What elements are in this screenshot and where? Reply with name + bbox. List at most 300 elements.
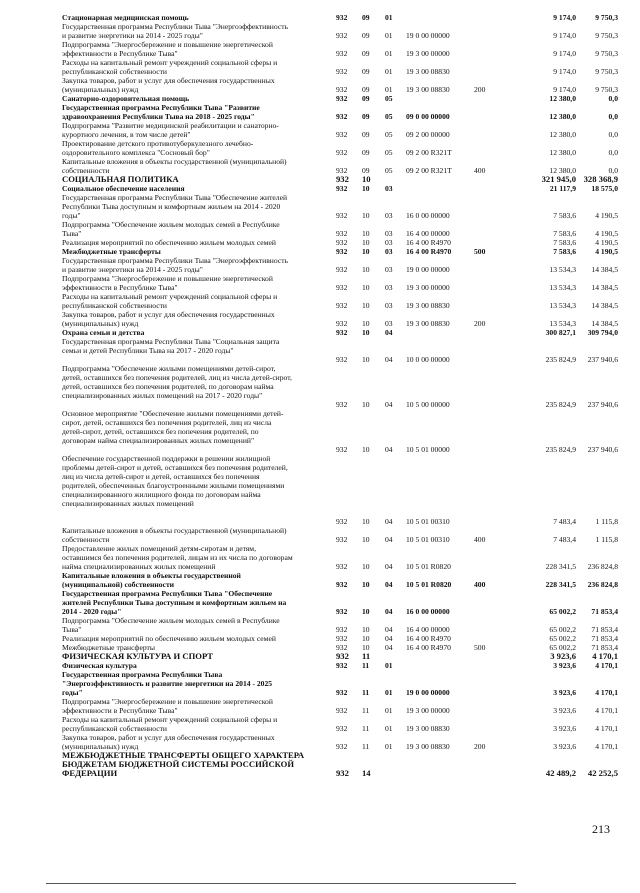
row-sum-2019: 7 583,6	[553, 229, 576, 238]
row-cs: 16 4 00 R4970	[406, 247, 452, 256]
table-row	[0, 616, 640, 634]
row-sum-2020: 1 115,8	[595, 517, 618, 526]
row-sum-2019: 13 534,3	[549, 265, 576, 274]
row-sum-2019: 13 534,3	[549, 301, 576, 310]
row-grbs: 932	[336, 148, 348, 157]
row-podrazdel: 04	[385, 580, 393, 589]
row-podrazdel: 03	[385, 238, 393, 247]
row-sum-2019: 7 483,4	[553, 517, 576, 526]
table-row	[0, 715, 640, 733]
row-sum-2019: 12 380,0	[549, 94, 576, 103]
row-cs: 19 3 00 08830	[406, 724, 450, 733]
table-row	[0, 40, 640, 58]
row-vr: 400	[474, 580, 486, 589]
row-sum-2020: 9 750,3	[595, 85, 618, 94]
table-row	[0, 238, 640, 247]
row-sum-2020: 4 190,5	[595, 211, 618, 220]
row-podrazdel: 01	[385, 661, 393, 670]
row-name: Закупка товаров, работ и услуг для обеспечения государственных (муниципальных) нужд	[62, 310, 275, 328]
row-name: Расходы на капитальный ремонт учреждений социальной сферы и республиканской собственности	[62, 58, 278, 76]
table-row	[0, 157, 640, 175]
row-razdel: 10	[362, 247, 370, 256]
row-podrazdel: 03	[385, 301, 393, 310]
row-sum-2020: 1 115,8	[595, 535, 618, 544]
row-podrazdel: 05	[385, 94, 393, 103]
row-grbs: 932	[336, 768, 349, 778]
table-row	[0, 697, 640, 715]
row-name: Закупка товаров, работ и услуг для обеспечения государственных (муниципальных) нужд	[62, 76, 275, 94]
row-grbs: 932	[336, 445, 348, 454]
row-razdel: 10	[362, 184, 370, 193]
row-name: Реализация мероприятий по обеспечению жильем молодых семей	[62, 238, 276, 247]
row-name: Реализация мероприятий по обеспечению жильем молодых семей	[62, 634, 276, 643]
row-cs: 16 0 00 00000	[406, 211, 450, 220]
row-name: Санаторно-оздоровительная помощь	[62, 94, 190, 103]
row-razdel: 09	[362, 94, 370, 103]
bottom-rule	[46, 883, 516, 884]
row-razdel: 09	[362, 85, 370, 94]
row-grbs: 932	[336, 319, 348, 328]
row-razdel: 10	[362, 301, 370, 310]
row-name: Государственная программа Республики Тыва "Энергоэффективность и развитие энергетики на 2014 - 2025 годы"	[62, 670, 273, 697]
row-cs: 19 3 00 08830	[406, 85, 450, 94]
row-sum-2020: 18 575,0	[591, 184, 618, 193]
table-row	[0, 292, 640, 310]
row-razdel: 09	[362, 67, 370, 76]
row-sum-2019: 235 824,9	[545, 400, 576, 409]
row-grbs: 932	[336, 283, 348, 292]
row-sum-2019: 42 489,2	[545, 768, 576, 778]
row-razdel: 10	[362, 535, 370, 544]
row-razdel: 10	[362, 445, 370, 454]
row-name: Стационарная медицинская помощь	[62, 13, 189, 22]
row-name: Государственная программа Республики Тыва "Энергоэффективность и развитие энергетики на 2014 - 2025 годы"	[62, 22, 288, 40]
row-name: Предоставление жилых помещений детям-сиротам и детям, оставшимся без попечения родителей, лицам из их числа по договорам найма специализированных жилых помещений	[62, 544, 293, 571]
row-cs: 16 4 00 R4970	[406, 643, 451, 652]
row-sum-2019: 3 923,6	[553, 706, 576, 715]
row-sum-2019: 9 174,0	[553, 49, 576, 58]
table-row	[0, 328, 640, 337]
table-row	[0, 337, 640, 364]
row-name: Подпрограмма "Энергосбережение и повышение энергетической эффективности в Республике Тыва"	[62, 274, 273, 292]
row-razdel: 10	[362, 319, 370, 328]
row-sum-2019: 65 002,2	[549, 607, 576, 616]
table-row	[0, 310, 640, 328]
row-podrazdel: 04	[385, 625, 393, 634]
row-cs: 19 3 00 00000	[406, 49, 450, 58]
row-sum-2019: 65 002,2	[549, 643, 576, 652]
row-razdel: 10	[362, 580, 370, 589]
row-sum-2020: 0,0	[608, 112, 618, 121]
table-row	[0, 526, 640, 544]
row-vr: 200	[474, 319, 486, 328]
row-name: Расходы на капитальный ремонт учреждений социальной сферы и республиканской собственности	[62, 715, 278, 733]
row-podrazdel: 01	[385, 706, 393, 715]
row-razdel: 10	[362, 229, 370, 238]
row-podrazdel: 05	[385, 148, 393, 157]
row-cs: 10 5 00 00000	[406, 400, 450, 409]
row-cs: 19 3 00 08830	[406, 742, 450, 751]
row-razdel: 11	[362, 651, 371, 661]
table-row	[0, 220, 640, 238]
row-grbs: 932	[336, 211, 348, 220]
row-sum-2019: 9 174,0	[553, 85, 576, 94]
row-name: СОЦИАЛЬНАЯ ПОЛИТИКА	[62, 174, 179, 184]
row-grbs: 932	[336, 112, 348, 121]
row-name: Охрана семьи и детства	[62, 328, 145, 337]
row-grbs: 932	[336, 31, 348, 40]
row-grbs: 932	[336, 67, 348, 76]
row-grbs: 932	[336, 130, 348, 139]
row-grbs: 932	[336, 166, 348, 175]
row-vr: 500	[474, 247, 486, 256]
row-sum-2020: 0,0	[608, 94, 618, 103]
row-cs: 19 3 00 00000	[406, 706, 450, 715]
row-grbs: 932	[336, 229, 348, 238]
row-razdel: 11	[362, 742, 370, 751]
row-razdel: 10	[362, 265, 370, 274]
row-razdel: 10	[362, 355, 370, 364]
row-cs: 16 4 00 R4970	[406, 238, 451, 247]
row-podrazdel: 05	[385, 166, 393, 175]
row-grbs: 932	[336, 85, 348, 94]
row-sum-2019: 65 002,2	[549, 625, 576, 634]
row-name: Государственная программа Республики Тыва "Обеспечение жителей Республики Тыва доступным и комфортным жильем на 2014 - 2020 годы"	[62, 589, 287, 616]
row-grbs: 932	[336, 625, 348, 634]
table-row	[0, 184, 640, 193]
row-podrazdel: 04	[385, 535, 393, 544]
row-razdel: 11	[362, 724, 370, 733]
page-number: 213	[592, 822, 610, 836]
row-podrazdel: 05	[385, 112, 393, 121]
row-sum-2020: 4 170,1	[595, 661, 618, 670]
row-cs: 16 4 00 00000	[406, 229, 450, 238]
row-name: МЕЖБЮДЖЕТНЫЕ ТРАНСФЕРТЫ ОБЩЕГО ХАРАКТЕРА БЮДЖЕТАМ БЮДЖЕТНОЙ СИСТЕМЫ РОССИЙСКОЙ ФЕДЕРАЦИИ	[62, 750, 305, 778]
table-row	[0, 247, 640, 256]
table-row	[0, 454, 640, 526]
table-row	[0, 175, 640, 184]
row-cs: 16 4 00 R4970	[406, 634, 451, 643]
row-sum-2020: 9 750,3	[595, 49, 618, 58]
table-row	[0, 103, 640, 121]
table-row	[0, 364, 640, 409]
table-row	[0, 661, 640, 670]
row-sum-2020: 9 750,3	[595, 13, 618, 22]
row-cs: 09 0 00 00000	[406, 112, 450, 121]
row-grbs: 932	[336, 651, 349, 661]
row-sum-2019: 65 002,2	[549, 634, 576, 643]
row-grbs: 932	[336, 238, 348, 247]
row-razdel: 09	[362, 112, 370, 121]
row-sum-2020: 71 853,4	[591, 607, 618, 616]
row-podrazdel: 01	[385, 724, 393, 733]
row-sum-2019: 9 174,0	[553, 67, 576, 76]
table-row	[0, 751, 640, 778]
row-razdel: 10	[362, 283, 370, 292]
row-sum-2020: 237 940,6	[587, 445, 618, 454]
row-sum-2020: 4 170,1	[595, 706, 618, 715]
row-razdel: 10	[362, 328, 370, 337]
row-cs: 16 0 00 00000	[406, 607, 450, 616]
row-sum-2020: 9 750,3	[595, 31, 618, 40]
row-podrazdel: 04	[385, 445, 393, 454]
row-razdel: 10	[362, 174, 371, 184]
row-razdel: 09	[362, 49, 370, 58]
row-podrazdel: 03	[385, 184, 393, 193]
table-row	[0, 274, 640, 292]
row-name: Подпрограмма "Энергосбережение и повышение энергетической эффективности в Республике Тыва"	[62, 40, 273, 58]
row-razdel: 09	[362, 13, 370, 22]
row-grbs: 932	[336, 265, 348, 274]
row-sum-2019: 7 583,6	[553, 211, 576, 220]
row-razdel: 14	[362, 768, 371, 778]
row-grbs: 932	[336, 247, 348, 256]
row-grbs: 932	[336, 607, 348, 616]
row-sum-2019: 300 827,1	[545, 328, 576, 337]
row-sum-2020: 9 750,3	[595, 67, 618, 76]
row-podrazdel: 03	[385, 319, 393, 328]
row-razdel: 10	[362, 625, 370, 634]
row-vr: 200	[474, 742, 486, 751]
row-cs: 19 0 00 00000	[406, 31, 450, 40]
table-row	[0, 634, 640, 643]
row-name: Государственная программа Республики Тыва "Развитие здравоохранения Республики Тыва на 2018 - 2025 годы"	[62, 103, 260, 121]
row-cs: 10 5 01 00310	[406, 535, 450, 544]
row-podrazdel: 01	[385, 85, 393, 94]
row-sum-2020: 0,0	[608, 148, 618, 157]
row-sum-2019: 3 923,6	[553, 661, 576, 670]
row-cs: 19 0 00 00000	[406, 265, 450, 274]
row-grbs: 932	[336, 301, 348, 310]
row-sum-2020: 309 794,0	[587, 328, 618, 337]
row-grbs: 932	[336, 562, 348, 571]
row-name: Расходы на капитальный ремонт учреждений социальной сферы и республиканской собственности	[62, 292, 278, 310]
row-podrazdel: 03	[385, 283, 393, 292]
row-razdel: 10	[362, 400, 370, 409]
row-grbs: 932	[336, 706, 348, 715]
row-podrazdel: 03	[385, 229, 393, 238]
row-sum-2020: 4 170,1	[592, 651, 618, 661]
row-sum-2020: 4 170,1	[595, 688, 618, 697]
row-cs: 19 3 00 08830	[406, 301, 450, 310]
row-name: Межбюджетные трансферты	[62, 247, 161, 256]
row-razdel: 11	[362, 661, 370, 670]
row-cs: 10 5 01 00310	[406, 517, 450, 526]
row-razdel: 10	[362, 517, 370, 526]
table-row	[0, 589, 640, 616]
table-row	[0, 409, 640, 454]
row-name: Физическая культура	[62, 661, 137, 670]
row-sum-2019: 13 534,3	[549, 319, 576, 328]
row-grbs: 932	[336, 355, 348, 364]
row-name: Подпрограмма "Энергосбережение и повышение энергетической эффективности в Республике Тыва"	[62, 697, 273, 715]
row-grbs: 932	[336, 400, 348, 409]
row-name: Проектирование детского противотуберкулезного лечебно- оздоровительного комплекса "Сосновый бор"	[62, 139, 254, 157]
row-grbs: 932	[336, 49, 348, 58]
row-cs: 10 5 01 R0820	[406, 562, 451, 571]
table-row	[0, 571, 640, 589]
row-sum-2019: 3 923,6	[553, 724, 576, 733]
row-podrazdel: 04	[385, 328, 393, 337]
row-grbs: 932	[336, 517, 348, 526]
row-grbs: 932	[336, 688, 348, 697]
row-podrazdel: 03	[385, 247, 393, 256]
row-razdel: 11	[362, 706, 370, 715]
row-name: Капитальные вложения в объекты государственной (муниципальной) собственности	[62, 571, 241, 589]
row-name: Капитальные вложения в объекты государственной (муниципальной) собственности	[62, 526, 287, 544]
row-cs: 10 5 01 00000	[406, 445, 450, 454]
row-sum-2019: 13 534,3	[549, 283, 576, 292]
row-grbs: 932	[336, 661, 348, 670]
row-sum-2019: 9 174,0	[553, 31, 576, 40]
row-grbs: 932	[336, 580, 348, 589]
row-sum-2020: 4 190,5	[595, 238, 618, 247]
row-sum-2019: 7 483,4	[553, 535, 576, 544]
row-sum-2020: 328 368,9	[583, 174, 618, 184]
row-name: Основное мероприятие "Обеспечение жилыми помещениями детей- сирот, детей, оставшихся без попечения родителей, лиц из числа детей-сирот, детей, оставшихся без попечения родителей, по договорам найма специализированных жилых помещений"	[62, 409, 284, 445]
row-cs: 10 0 00 00000	[406, 355, 450, 364]
row-sum-2020: 71 853,4	[591, 643, 618, 652]
row-razdel: 10	[362, 562, 370, 571]
row-vr: 400	[474, 535, 486, 544]
table-row	[0, 121, 640, 139]
row-vr: 400	[474, 166, 486, 175]
row-razdel: 09	[362, 31, 370, 40]
row-sum-2019: 12 380,0	[549, 112, 576, 121]
row-vr: 200	[474, 85, 486, 94]
table-row	[0, 193, 640, 220]
row-sum-2020: 71 853,4	[591, 634, 618, 643]
row-name: Капитальные вложения в объекты государственной (муниципальной) собственности	[62, 157, 287, 175]
row-razdel: 09	[362, 166, 370, 175]
row-sum-2019: 12 380,0	[549, 148, 576, 157]
row-podrazdel: 03	[385, 211, 393, 220]
row-name: Обеспечение государственной поддержки в решении жилищной проблемы детей-сирот и детей, оставшихся без попечения родителей, лиц из числа детей-сирот и детей, оставшихся без попечения родителей, обеспеченных благоустроенными жилыми помещениями специализированного жилищного фонда по договорам найма специализированных жилых помещений	[62, 454, 288, 508]
row-podrazdel: 01	[385, 49, 393, 58]
row-sum-2019: 7 583,6	[553, 247, 576, 256]
row-sum-2019: 235 824,9	[545, 355, 576, 364]
row-name: Подпрограмма "Обеспечение жильем молодых семей в Республике Тыва"	[62, 616, 280, 634]
row-sum-2020: 236 824,8	[587, 580, 618, 589]
row-name: Социальное обеспечение населения	[62, 184, 185, 193]
row-grbs: 932	[336, 634, 348, 643]
row-name: Закупка товаров, работ и услуг для обеспечения государственных (муниципальных) нужд	[62, 733, 275, 751]
row-cs: 19 3 00 00000	[406, 283, 450, 292]
row-podrazdel: 05	[385, 130, 393, 139]
row-sum-2020: 0,0	[608, 166, 618, 175]
row-sum-2020: 237 940,6	[587, 355, 618, 364]
row-name: Государственная программа Республики Тыва "Энергоэффективность и развитие энергетики на 2014 - 2025 годы"	[62, 256, 288, 274]
row-sum-2020: 0,0	[608, 130, 618, 139]
row-name: Подпрограмма "Развитие медицинской реабилитации и санаторно- курортного лечения, в том числе детей"	[62, 121, 279, 139]
row-razdel: 10	[362, 643, 370, 652]
row-podrazdel: 04	[385, 517, 393, 526]
row-cs: 10 5 01 R0820	[406, 580, 452, 589]
row-cs: 19 3 00 08830	[406, 67, 450, 76]
row-sum-2019: 12 380,0	[549, 166, 576, 175]
row-sum-2020: 42 252,5	[587, 768, 618, 778]
row-razdel: 09	[362, 130, 370, 139]
row-razdel: 10	[362, 211, 370, 220]
row-grbs: 932	[336, 742, 348, 751]
row-sum-2019: 228 341,5	[545, 580, 576, 589]
row-sum-2020: 14 384,5	[591, 301, 618, 310]
row-podrazdel: 01	[385, 742, 393, 751]
row-grbs: 932	[336, 535, 348, 544]
row-grbs: 932	[336, 13, 348, 22]
row-podrazdel: 04	[385, 562, 393, 571]
row-sum-2019: 7 583,6	[553, 238, 576, 247]
table-row	[0, 139, 640, 157]
row-cs: 09 2 00 00000	[406, 130, 450, 139]
table-row	[0, 652, 640, 661]
row-sum-2020: 4 170,1	[595, 724, 618, 733]
row-podrazdel: 03	[385, 265, 393, 274]
row-sum-2019: 9 174,0	[553, 13, 576, 22]
row-name: Межбюджетные трансферты	[62, 643, 155, 652]
row-sum-2020: 236 824,8	[587, 562, 618, 571]
row-sum-2020: 4 190,5	[595, 229, 618, 238]
row-razdel: 10	[362, 238, 370, 247]
row-sum-2020: 14 384,5	[591, 319, 618, 328]
row-podrazdel: 04	[385, 634, 393, 643]
row-podrazdel: 04	[385, 355, 393, 364]
row-sum-2019: 3 923,6	[553, 742, 576, 751]
row-podrazdel: 01	[385, 688, 393, 697]
row-grbs: 932	[336, 94, 348, 103]
table-row	[0, 22, 640, 40]
table-row	[0, 58, 640, 76]
row-name: Государственная программа Республики Тыва "Социальная защита семьи и детей Республики Тыва на 2017 - 2020 годы"	[62, 337, 280, 355]
row-podrazdel: 01	[385, 13, 393, 22]
row-sum-2019: 228 341,5	[545, 562, 576, 571]
row-podrazdel: 04	[385, 643, 393, 652]
row-sum-2019: 3 923,6	[550, 651, 576, 661]
row-podrazdel: 04	[385, 400, 393, 409]
row-grbs: 932	[336, 174, 349, 184]
table-row	[0, 670, 640, 697]
row-podrazdel: 01	[385, 31, 393, 40]
row-grbs: 932	[336, 643, 348, 652]
row-grbs: 932	[336, 328, 348, 337]
row-name: ФИЗИЧЕСКАЯ КУЛЬТУРА И СПОРТ	[62, 651, 214, 661]
row-sum-2020: 4 170,1	[595, 742, 618, 751]
row-razdel: 10	[362, 607, 370, 616]
row-podrazdel: 01	[385, 67, 393, 76]
row-name: Государственная программа Республики Тыва "Обеспечение жителей Республики Тыва доступным и комфортным жильем на 2014 - 2020 годы"	[62, 193, 288, 220]
row-sum-2019: 21 117,9	[549, 184, 576, 193]
row-cs: 09 2 00 R321T	[406, 166, 452, 175]
table-row	[0, 76, 640, 94]
row-sum-2019: 235 824,9	[545, 445, 576, 454]
row-cs: 19 3 00 08830	[406, 319, 450, 328]
row-sum-2019: 12 380,0	[549, 130, 576, 139]
table-row	[0, 544, 640, 571]
row-sum-2020: 14 384,5	[591, 283, 618, 292]
row-sum-2019: 3 923,6	[553, 688, 576, 697]
table-row	[0, 94, 640, 103]
row-cs: 09 2 00 R321T	[406, 148, 452, 157]
row-sum-2019: 321 945,0	[541, 174, 576, 184]
row-grbs: 932	[336, 184, 348, 193]
table-row	[0, 13, 640, 22]
row-vr: 500	[474, 643, 486, 652]
row-cs: 19 0 00 00000	[406, 688, 450, 697]
row-razdel: 11	[362, 688, 370, 697]
row-name: Подпрограмма "Обеспечение жилыми помещениями детей-сирот, детей, оставшихся без попечения родителей, лиц из числа детей-сирот, детей, оставшихся без попечения родителей, по договорам найма специализированных жилых помещений на 2017 - 2020 годы"	[62, 364, 292, 400]
row-sum-2020: 71 853,4	[591, 625, 618, 634]
row-cs: 16 4 00 00000	[406, 625, 450, 634]
